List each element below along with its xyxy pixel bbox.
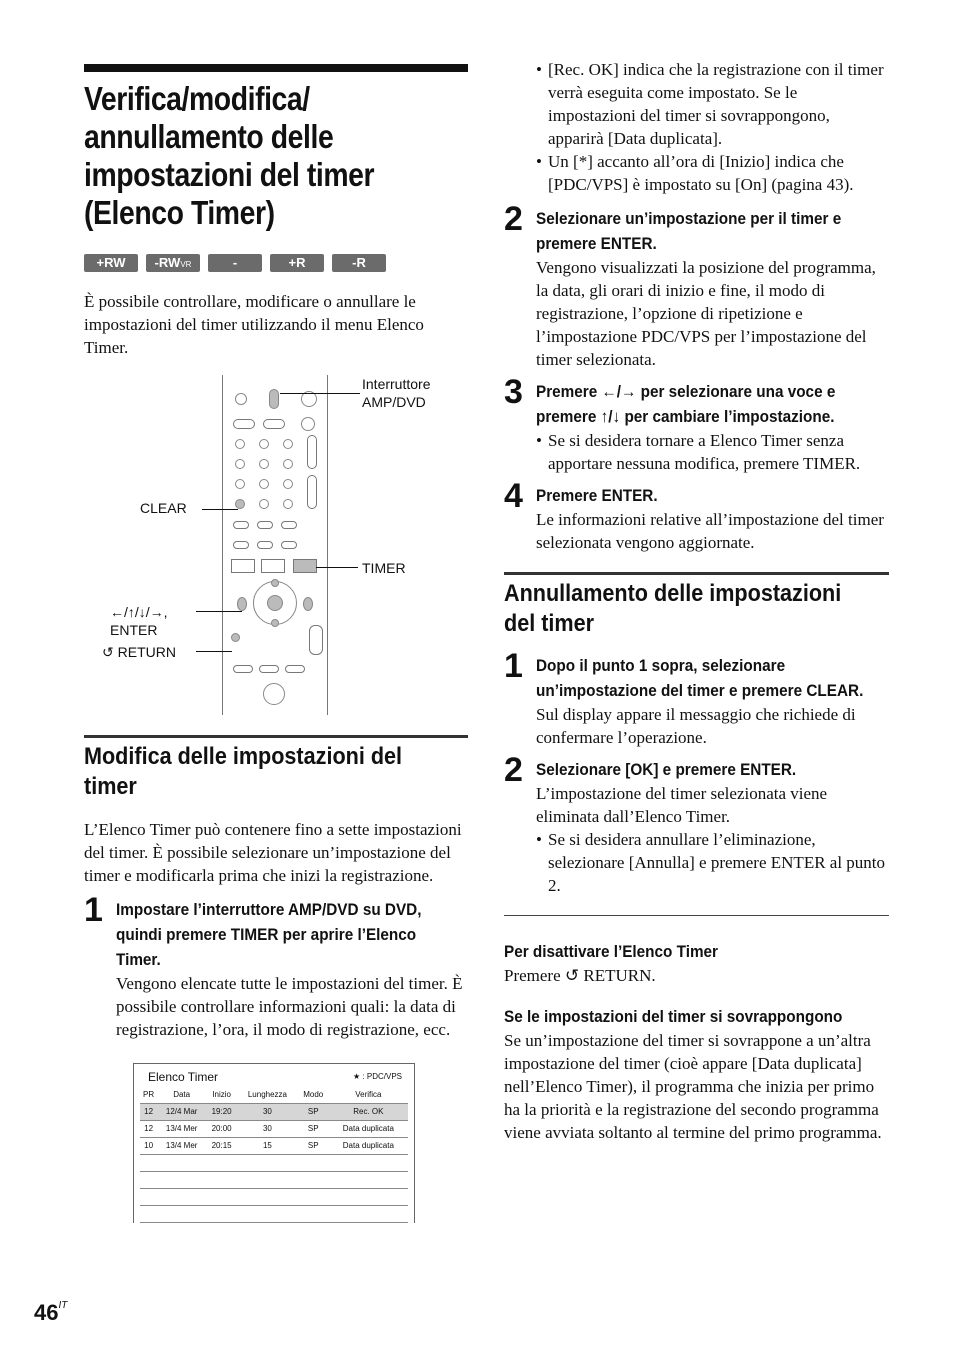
power-button-icon: [235, 393, 247, 405]
digit-button-icon: [283, 459, 293, 469]
channel-rocker-icon: [307, 475, 317, 509]
callout-line: [280, 393, 360, 394]
step-heading: Selezionare [OK] e premere ENTER.: [536, 760, 797, 779]
oval-button-icon: [263, 419, 285, 429]
remote-control-figure: [84, 375, 468, 715]
table-row: 12 13/4 Mer 20:00 30 SP Data duplicata: [140, 1120, 408, 1137]
section-title-modify: Modifica delle impostazioni del timer: [84, 743, 403, 800]
callout-return: ↺ RETURN: [102, 644, 176, 660]
callout-line: [202, 509, 238, 510]
callout-enter: ENTER: [110, 622, 158, 638]
modify-step-3: [504, 373, 889, 475]
remote-control-illustration: [222, 375, 328, 715]
step-number: 1: [84, 891, 103, 929]
callout-arrows: ←/↑/↓/→,: [110, 604, 168, 620]
screen-legend: ★ : PDC/VPS: [353, 1072, 402, 1081]
right-column: [504, 58, 889, 1144]
page-number: $46^{IT}$: [34, 1300, 68, 1325]
arrow-right-icon: [303, 597, 313, 611]
section-rule: [84, 735, 468, 738]
badge-minus-rw-vr: -RWVR: [146, 254, 200, 272]
clear-button-icon: [235, 499, 245, 509]
digit-button-icon: [259, 459, 269, 469]
table-row-empty: [140, 1205, 408, 1222]
small-button-icon: [233, 541, 249, 549]
callout-amp-dvd-switch: Interruttore AMP/DVD: [362, 376, 431, 410]
step-heading: Selezionare un’impostazione per il timer e premere ENTER.: [536, 209, 842, 253]
menu-button-icon: [231, 559, 255, 573]
volume-rocker-icon: [307, 435, 317, 469]
section-modify-intro: L’Elenco Timer può contenere fino a sette impostazioni del timer. È possibile selezionare un’impostazione del timer e modificarla prima che inizi la registrazione.: [84, 820, 462, 885]
timer-button-icon: [293, 559, 317, 573]
table-row: 12 12/4 Mar 19:20 30 SP Rec. OK: [140, 1103, 408, 1120]
timer-list-screen: [133, 1063, 415, 1223]
callout-line: [196, 651, 232, 652]
intro-text: È possibile controllare, modificare o annullare le impostazioni del timer utilizzando il menu Elenco Timer.: [84, 292, 424, 357]
digit-button-icon: [283, 479, 293, 489]
play-button-icon: [263, 683, 285, 705]
section-rule: [504, 572, 889, 575]
round-button-icon: [301, 417, 315, 431]
table-row-empty: [140, 1171, 408, 1188]
section-title-cancel: Annullamento delle impostazioni del timer: [504, 580, 842, 637]
badge-plus-r: +R: [270, 254, 324, 272]
screen-title: Elenco Timer: [148, 1070, 219, 1084]
arrow-down-icon: [271, 619, 279, 627]
callout-timer: TIMER: [362, 560, 406, 576]
callout-line: [316, 567, 358, 568]
timer-list-table: [140, 1086, 408, 1223]
digit-button-icon: [235, 459, 245, 469]
digit-button-icon: [259, 499, 269, 509]
bullet-pdc-vps: • Un [*] accanto all’ora di [Inizio] indica che [PDC/VPS] è impostato su [On] (pagina 43).: [536, 150, 889, 196]
small-button-icon: [285, 665, 305, 673]
step-body: Sul display appare il messaggio che richiede di confermare l’operazione.: [536, 705, 856, 747]
badge-minus-r: -R: [332, 254, 386, 272]
cancel-step-1: [504, 647, 889, 749]
step-body: Vengono visualizzati la posizione del programma, la data, gli orari di inizio e fine, il modo di registrazione, l’opzione di ripetizione e l’impostazione PDC/VPS per l’impostazione del timer selezionata.: [536, 258, 876, 369]
step-heading: Premere ENTER.: [536, 486, 658, 505]
digit-button-icon: [259, 439, 269, 449]
callout-clear: CLEAR: [140, 500, 187, 516]
step-heading: Dopo il punto 1 sopra, selezionare un’impostazione del timer e premere CLEAR.: [536, 656, 864, 700]
oval-button-icon: [233, 419, 255, 429]
note-heading-disable: Per disattivare l’Elenco Timer: [504, 942, 719, 961]
step-body: Le informazioni relative all’impostazione del timer selezionata vengono aggiornate.: [536, 510, 884, 552]
step-bullet: • Se si desidera annullare l’eliminazione, selezionare [Annulla] e premere ENTER al punto 2.: [536, 828, 889, 897]
modify-step-4: [504, 477, 889, 554]
modify-step-1: [84, 891, 468, 1041]
digit-button-icon: [235, 439, 245, 449]
small-button-icon: [233, 521, 249, 529]
digit-button-icon: [283, 499, 293, 509]
step-number: 4: [504, 477, 523, 515]
table-row: 10 13/4 Mer 20:15 15 SP Data duplicata: [140, 1137, 408, 1154]
step1-bullets: [504, 58, 889, 196]
note-body-disable: Premere ↺ RETURN.: [504, 966, 656, 985]
enter-button-icon: [267, 595, 283, 611]
table-header-row: PR Data Inizio Lunghezza Modo Verifica: [140, 1086, 408, 1103]
callout-line: [196, 611, 242, 612]
digit-button-icon: [235, 479, 245, 489]
badge-minus-rw-video: -RWVideo: [208, 254, 262, 272]
amp-dvd-switch-icon: [269, 389, 279, 409]
step-body: Vengono elencate tutte le impostazioni del timer. È possibile controllare informazioni quali: la data di registrazione, l’ora, il modo di registrazione, ecc.: [116, 974, 463, 1039]
small-button-icon: [259, 665, 279, 673]
step-heading: Impostare l’interruttore AMP/DVD su DVD, quindi premere TIMER per aprire l’Elenco Timer.: [116, 900, 422, 969]
digit-button-icon: [283, 439, 293, 449]
modify-step-2: [504, 200, 889, 371]
left-column: [84, 64, 468, 1223]
return-button-icon: [231, 633, 240, 642]
disc-type-badges: [84, 254, 468, 288]
small-button-icon: [281, 541, 297, 549]
volume-rocker-icon: [309, 625, 323, 655]
note-heading-overlap: Se le impostazioni del timer si sovrappongono: [504, 1007, 843, 1026]
small-button-icon: [233, 665, 253, 673]
notes-rule: [504, 915, 889, 916]
step-heading: Premere ←/→ per selezionare una voce e premere ↑/↓ per cambiare l’impostazione.: [536, 382, 836, 426]
table-row-empty: [140, 1154, 408, 1171]
title-bar-rule: [84, 64, 468, 72]
cancel-step-2: [504, 751, 889, 897]
step-number: 3: [504, 373, 523, 411]
arrow-left-icon: [237, 597, 247, 611]
step-body: L’impostazione del timer selezionata viene eliminata dall’Elenco Timer.: [536, 784, 828, 826]
step-number: 2: [504, 751, 523, 789]
bullet-rec-ok: • [Rec. OK] indica che la registrazione con il timer verrà eseguita come impostato. Se le impostazioni del timer si sovrappongono, apparirà [Data duplicata].: [536, 58, 889, 150]
table-row-empty: [140, 1188, 408, 1205]
small-button-icon: [281, 521, 297, 529]
note-body-overlap: Se un’impostazione del timer si sovrappone a un’altra impostazione del timer (cioè appare [Data duplicata] nell’Elenco Timer), il programma che inizia per primo ha la priorità e la registrazione del secondo programma viene avviata soltanto al termine del primo programma.: [504, 1031, 882, 1142]
small-button-icon: [257, 521, 273, 529]
arrow-up-icon: [271, 579, 279, 587]
page-title: Verifica/modifica/ annullamento delle impostazioni del timer (Elenco Timer): [84, 80, 375, 231]
badge-plus-rw: +RW: [84, 254, 138, 272]
step-number: 2: [504, 200, 523, 238]
digit-button-icon: [259, 479, 269, 489]
small-button-icon: [257, 541, 273, 549]
step-number: 1: [504, 647, 523, 685]
menu-button-icon: [261, 559, 285, 573]
step-bullet: • Se si desidera tornare a Elenco Timer senza apportare nessuna modifica, premere TIMER.: [536, 429, 889, 475]
